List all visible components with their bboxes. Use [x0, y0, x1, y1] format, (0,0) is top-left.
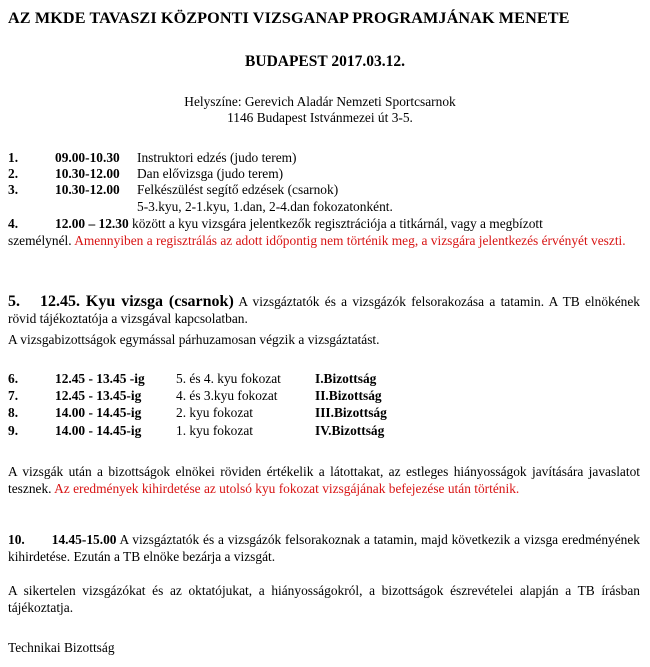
item-10-number: 10. [8, 532, 25, 547]
schedule-row-committee: I.Bizottság [315, 371, 377, 386]
item-2-number: 2. [8, 166, 19, 181]
schedule-row-number: 6. [8, 371, 19, 386]
schedule-row-number: 8. [8, 405, 19, 420]
item-10-text: A vizsgáztatók és a vizsgázók felsorakoznak a tatamin, majd következik a vizsga eredményének kihirdetése. Ezután a TB elnöke bezárja a vizsgát. [8, 532, 640, 564]
venue-line-1: Helyszíne: Gerevich Aladár Nemzeti Sportcsarnok [184, 94, 456, 109]
item-1-number: 1. [8, 150, 19, 165]
item-3-text: Felkészülést segítő edzések (csarnok) [137, 182, 339, 197]
item-10-time: 14.45-15.00 [51, 532, 117, 547]
venue-line-2: 1146 Budapest Istvánmezei út 3-5. [227, 110, 413, 125]
schedule-row-committee: II.Bizottság [315, 388, 382, 403]
item-5-heading: 12.45. Kyu vizsga (csarnok) [40, 293, 234, 310]
item-5-text: A vizsgáztatók és a vizsgázók felsorakozása a tatamin. A TB elnökének rövid tájékoztatója a vizsgával kapcsolatban. [8, 294, 640, 326]
schedule-row-time: 14.00 - 14.45-ig [55, 405, 142, 420]
evaluation-text: A vizsgák után a bizottságok elnökei röviden értékelik a látottakat, az estleges hiányosságok javítására javaslatot tesznek. [8, 464, 640, 496]
schedule-row-number: 7. [8, 388, 19, 403]
item-4-number: 4. [8, 216, 19, 231]
schedule-row-committee: IV.Bizottság [315, 423, 385, 438]
item-4-text-b: személynél. [8, 233, 75, 248]
schedule-row-time: 14.00 - 14.45-ig [55, 423, 142, 438]
item-3-text-2: 5-3.kyu, 2-1.kyu, 1.dan, 2-4.dan fokozatonként. [137, 199, 393, 214]
item-5-number: 5. [8, 293, 20, 310]
item-4-text: között a kyu vizsgára jelentkezők regisztrációja a titkárnál, vagy a megbízott [128, 216, 543, 231]
item-1-text: Instruktori edzés (judo terem) [137, 150, 297, 165]
schedule-row-committee: III.Bizottság [315, 405, 387, 420]
item-4-paragraph [8, 232, 640, 249]
item-2-time: 10.30-12.00 [55, 166, 120, 181]
document-subtitle: BUDAPEST 2017.03.12. [245, 53, 405, 70]
schedule-row-grade: 5. és 4. kyu fokozat [176, 371, 281, 386]
item-3-time: 10.30-12.00 [55, 182, 120, 197]
schedule-row-grade: 4. és 3.kyu fokozat [176, 388, 278, 403]
item-1-time: 09.00-10.30 [55, 150, 120, 165]
schedule-row-number: 9. [8, 423, 19, 438]
item-4-warning: Amennyiben a regisztrálás az adott időpontig nem történik meg, a vizsgára jelentkezés érvényét veszti. [74, 233, 626, 248]
item-5-paragraph [8, 293, 640, 327]
item-10-paragraph [8, 531, 640, 565]
schedule-row-time: 12.45 - 13.45 -ig [55, 371, 145, 386]
unsuccessful-paragraph: A sikertelen vizsgázókat és az oktatójukat, a hiányosságokról, a bizottságok észrevételei alapján a TB írásban tájékoztatja. [8, 583, 640, 615]
signature: Technikai Bizottság [8, 640, 115, 655]
evaluation-paragraph [8, 463, 640, 497]
results-announcement: Az eredmények kihirdetése az utolsó kyu fokozat vizsgájának befejezése után történik. [54, 481, 520, 496]
item-3-number: 3. [8, 182, 19, 197]
item-2-text: Dan elővizsga (judo terem) [137, 166, 284, 181]
schedule-row-time: 12.45 - 13.45-ig [55, 388, 142, 403]
document-title: AZ MKDE TAVASZI KÖZPONTI VIZSGANAP PROGRAMJÁNAK MENETE [8, 9, 570, 27]
schedule-row-grade: 1. kyu fokozat [176, 423, 253, 438]
item-4-line [55, 216, 543, 232]
item-4-time: 12.00 – 12.30 [55, 216, 129, 231]
schedule-row-grade: 2. kyu fokozat [176, 405, 253, 420]
item-5-text-2: A vizsgabizottságok egymással párhuzamosan végzik a vizsgáztatást. [8, 332, 380, 347]
